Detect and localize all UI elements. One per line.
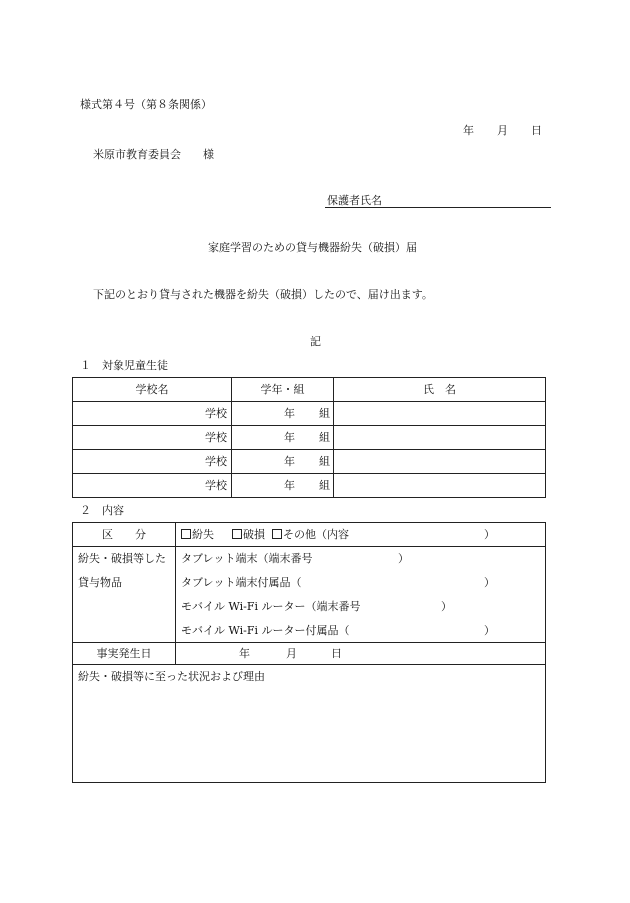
- item-wifi-accessory-close-paren: ）: [484, 624, 495, 637]
- option-lost[interactable]: 紛失: [181, 529, 214, 540]
- checkbox-icon[interactable]: [272, 529, 282, 539]
- school-cell[interactable]: 学校: [73, 402, 232, 426]
- option-other-close-paren: ）: [484, 528, 495, 541]
- item-wifi-accessory[interactable]: モバイル Wi-Fi ルーター付属品（: [181, 624, 350, 637]
- ki-label: 記: [310, 335, 321, 348]
- content-table: [72, 522, 546, 783]
- occurrence-date-cell[interactable]: [176, 643, 546, 665]
- category-row: [73, 523, 546, 547]
- year-label: 年: [284, 431, 295, 444]
- table-row: [73, 402, 546, 426]
- item-wifi-close-paren: ）: [441, 600, 452, 613]
- reason-row: [73, 665, 546, 783]
- class-label: 組: [319, 407, 330, 420]
- grade-cell[interactable]: [232, 426, 334, 450]
- date-month-label: 月: [497, 124, 508, 137]
- occurrence-month: 月: [286, 647, 297, 660]
- occurrence-label: 事実発生日: [73, 643, 176, 665]
- section1-heading: １ 対象児童生徒: [80, 359, 168, 372]
- item-tablet-accessory-close-paren: ）: [484, 576, 495, 589]
- category-label: 区 分: [73, 523, 176, 547]
- grade-cell[interactable]: [232, 450, 334, 474]
- items-label-line1: 紛失・破損等した: [78, 552, 166, 565]
- intro-text: 下記のとおり貸与された機器を紛失（破損）したので、届け出ます。: [93, 288, 433, 301]
- header-school: 学校名: [73, 378, 232, 402]
- option-damaged[interactable]: 破損: [232, 529, 265, 540]
- student-name-cell[interactable]: [334, 426, 546, 450]
- items-label-line2: 貸与物品: [78, 576, 122, 589]
- reason-cell[interactable]: [73, 665, 546, 783]
- form-title: 家庭学習のための貸与機器紛失（破損）届: [208, 241, 417, 254]
- student-table: [72, 377, 546, 498]
- header-grade: 学年・組: [232, 378, 334, 402]
- items-list-cell: [176, 547, 546, 643]
- header-name: 氏 名: [334, 378, 546, 402]
- grade-cell[interactable]: [232, 474, 334, 498]
- section2-heading: ２ 内容: [80, 504, 124, 517]
- class-label: 組: [319, 431, 330, 444]
- item-tablet[interactable]: タブレット端末（端末番号: [181, 552, 313, 565]
- occurrence-day: 日: [331, 647, 342, 660]
- year-label: 年: [284, 455, 295, 468]
- guardian-name-underline: [325, 207, 551, 208]
- form-number: 様式第４号（第８条関係）: [80, 98, 212, 111]
- reason-label: 紛失・破損等に至った状況および理由: [78, 670, 265, 683]
- grade-cell[interactable]: [232, 402, 334, 426]
- checkbox-icon[interactable]: [181, 529, 191, 539]
- student-name-cell[interactable]: [334, 402, 546, 426]
- items-label-cell: [73, 547, 176, 643]
- year-label: 年: [284, 407, 295, 420]
- table-row: [73, 426, 546, 450]
- items-row: [73, 547, 546, 643]
- school-cell[interactable]: 学校: [73, 426, 232, 450]
- occurrence-year: 年: [239, 647, 250, 660]
- school-cell[interactable]: 学校: [73, 474, 232, 498]
- option-other[interactable]: その他（内容: [272, 529, 349, 540]
- date-year-label: 年: [463, 124, 474, 137]
- date-day-label: 日: [531, 124, 542, 137]
- checkbox-icon[interactable]: [232, 529, 242, 539]
- occurrence-row: [73, 643, 546, 665]
- item-wifi[interactable]: モバイル Wi-Fi ルーター（端末番号: [181, 600, 361, 613]
- class-label: 組: [319, 455, 330, 468]
- item-tablet-close-paren: ）: [398, 552, 409, 565]
- student-name-cell[interactable]: [334, 450, 546, 474]
- item-tablet-accessory[interactable]: タブレット端末付属品（: [181, 576, 302, 589]
- table-row: [73, 450, 546, 474]
- category-options: [176, 523, 546, 547]
- addressee-honorific: 様: [203, 148, 214, 161]
- year-label: 年: [284, 479, 295, 492]
- student-name-cell[interactable]: [334, 474, 546, 498]
- school-cell[interactable]: 学校: [73, 450, 232, 474]
- class-label: 組: [319, 479, 330, 492]
- addressee-name: 米原市教育委員会: [93, 148, 181, 161]
- table-row: [73, 474, 546, 498]
- guardian-name-label: 保護者氏名: [327, 194, 382, 207]
